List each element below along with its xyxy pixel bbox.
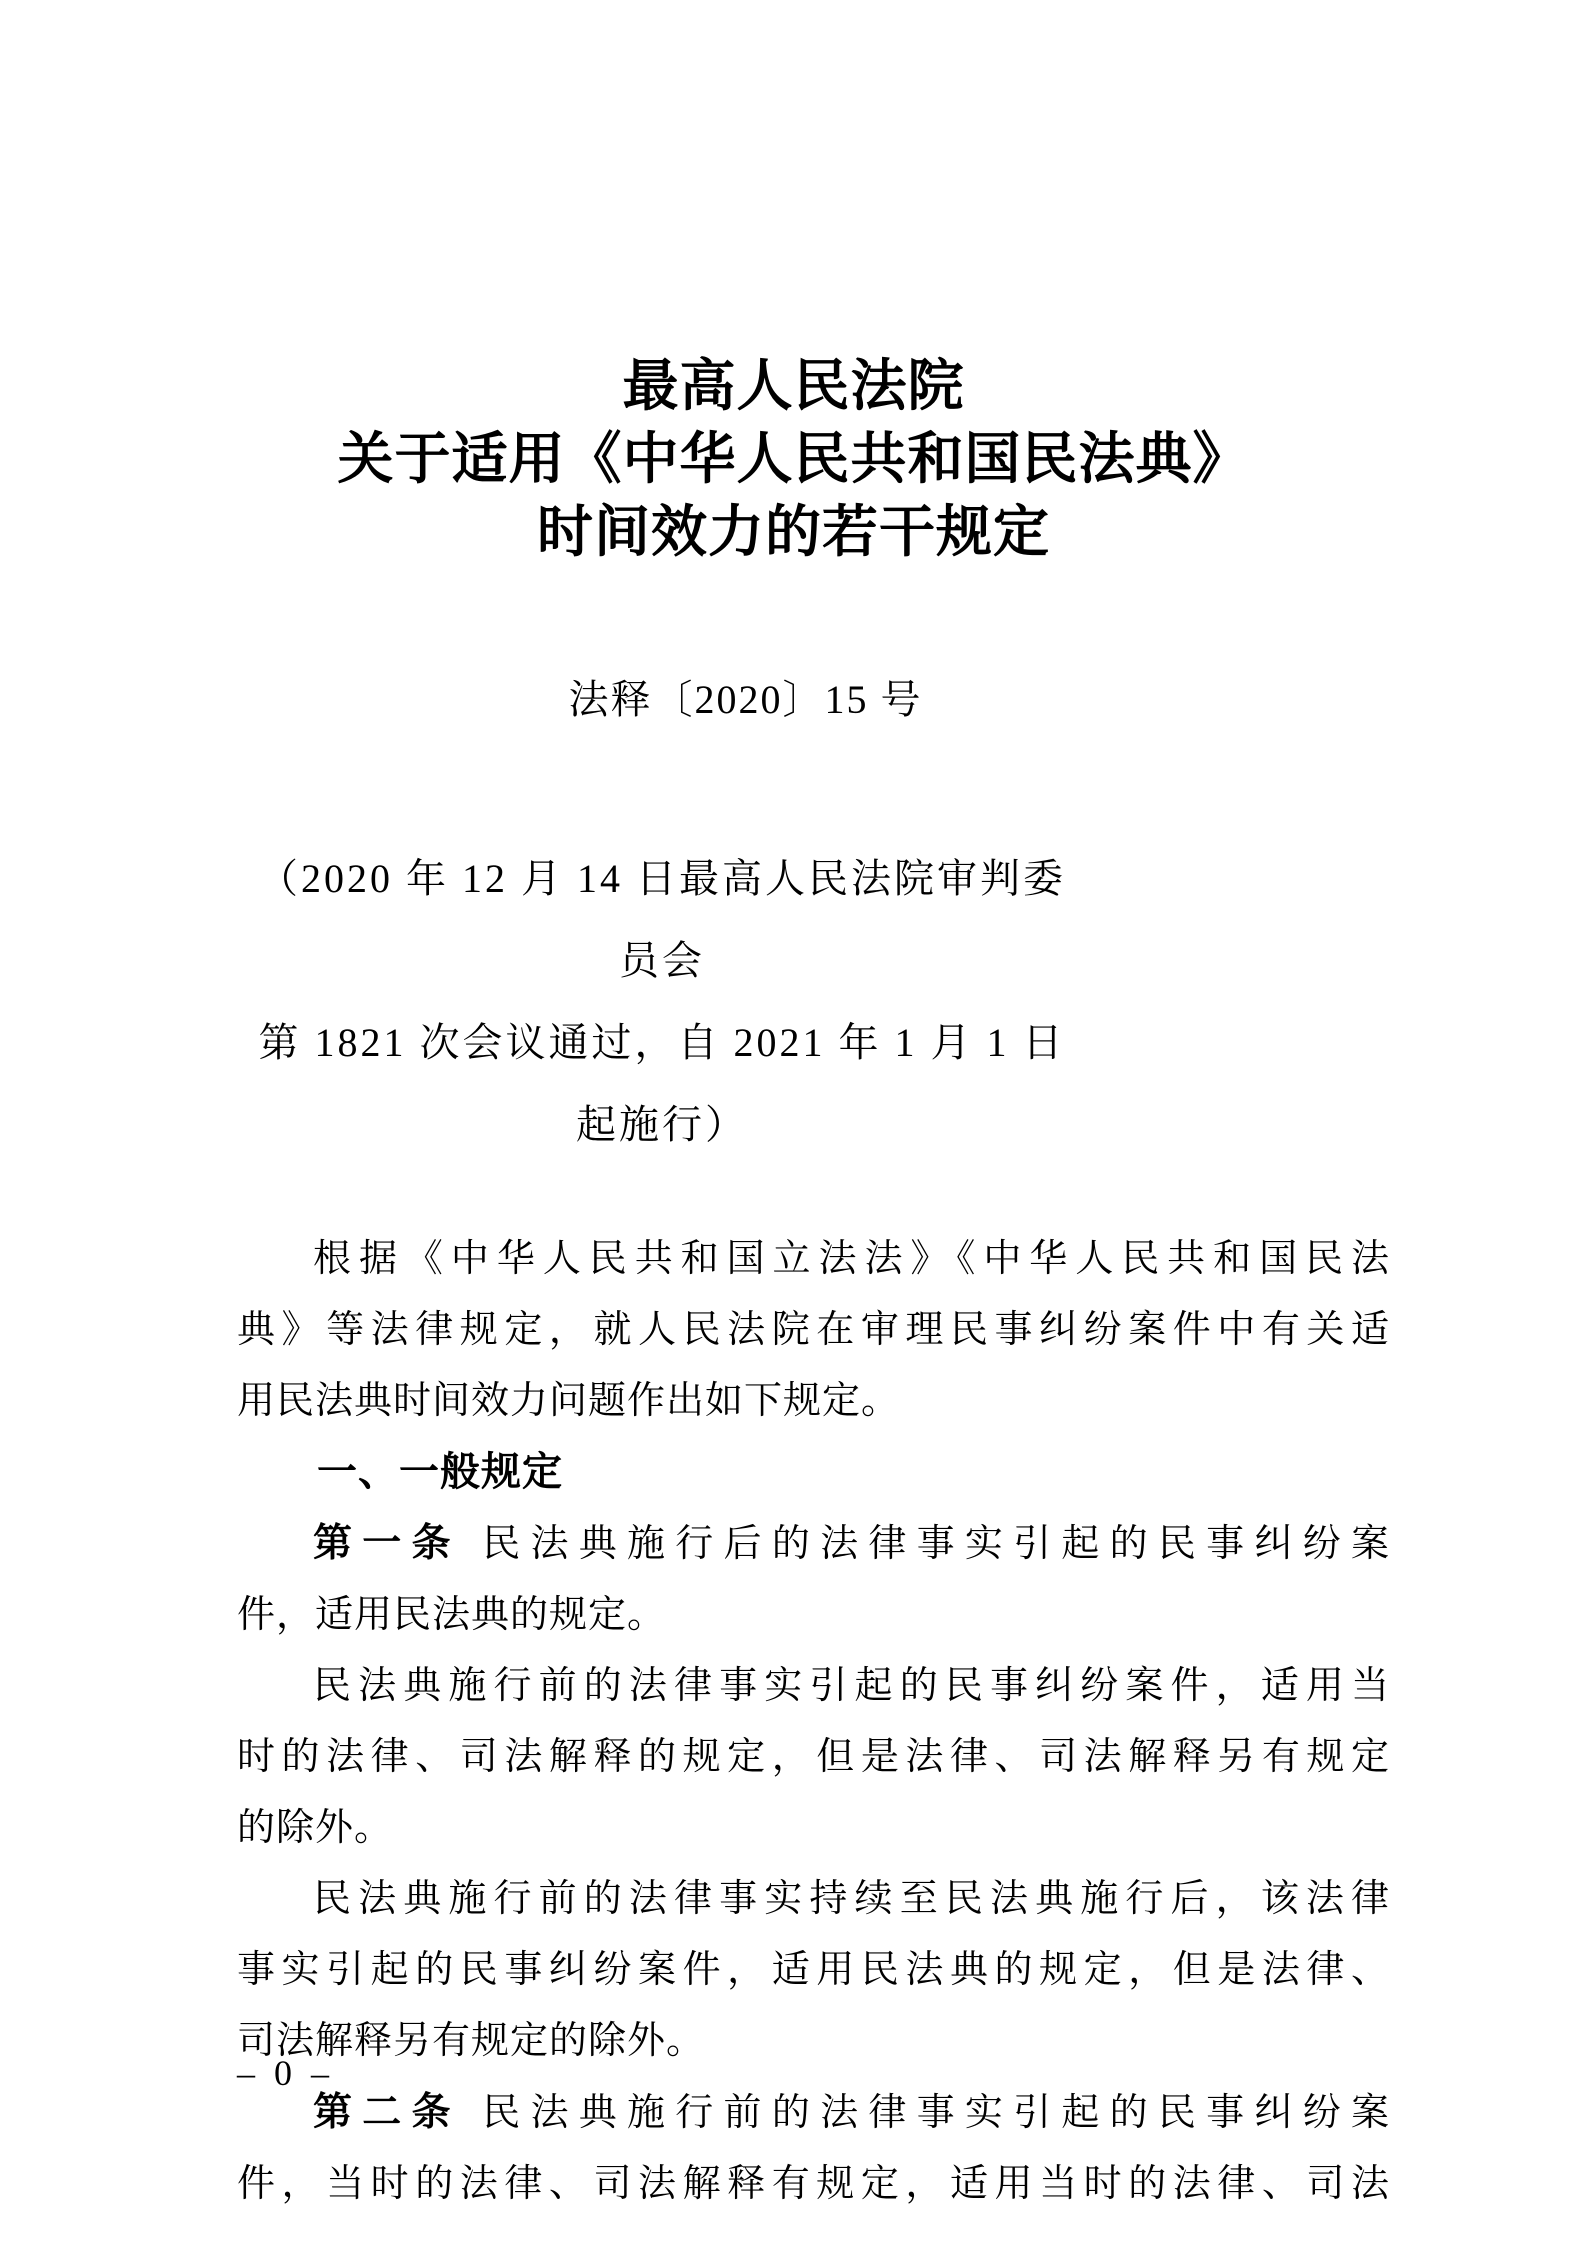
document-body — [237, 1224, 1390, 2220]
passage-line: 第 1821 次会议通过，自 2021 年 1 月 1 日起施行） — [258, 1020, 1066, 1147]
article-1-text: 民法典施行后的法律事实引起的民事纠纷案 — [482, 1523, 1390, 1565]
body-line: 用民法典时间效力问题作出如下规定。 — [237, 1380, 901, 1422]
body-line-article-1 — [237, 1508, 1390, 1580]
body-line: 的除外。 — [237, 1807, 394, 1849]
passage-line: （2020 年 12 月 14 日最高人民法院审判委员会 — [258, 856, 1066, 983]
body-line: 根据《中华人民共和国立法法》《中华人民共和国民法 — [313, 1238, 1390, 1280]
section-heading: 一、一般规定 — [317, 1450, 563, 1494]
text-column — [237, 0, 1390, 2245]
body-line: 司法解释另有规定的除外。 — [237, 2020, 706, 2062]
body-line: 事实引起的民事纠纷案件，适用民法典的规定，但是法律、 — [237, 1949, 1390, 1991]
article-1-label: 第一条 — [313, 1522, 461, 1565]
body-line: 典》等法律规定，就人民法院在审理民事纠纷案件中有关适 — [237, 1309, 1390, 1351]
body-line: 件，当时的法律、司法解释有规定，适用当时的法律、司法 — [237, 2163, 1390, 2205]
body-line: 时的法律、司法解释的规定，但是法律、司法解释另有规定 — [237, 1736, 1390, 1778]
passage-info — [247, 838, 1077, 1166]
article-2-text: 民法典施行前的法律事实引起的民事纠纷案 — [482, 2092, 1390, 2134]
body-line: 民法典施行前的法律事实持续至民法典施行后，该法律 — [313, 1878, 1390, 1920]
page-number: – 0 – — [237, 2053, 334, 2093]
document-title — [217, 0, 1370, 568]
title-line: 关于适用《中华人民共和国民法典》 — [337, 427, 1250, 490]
title-line: 时间效力的若干规定 — [537, 500, 1050, 563]
document-number: 法释〔2020〕15 号 — [568, 677, 923, 722]
article-2-label: 第二条 — [313, 2091, 461, 2134]
body-line-article-2 — [237, 2077, 1390, 2149]
title-line: 最高人民法院 — [622, 354, 965, 417]
body-line: 件，适用民法典的规定。 — [237, 1594, 667, 1636]
body-line: 民法典施行前的法律事实引起的民事纠纷案件，适用当 — [313, 1665, 1390, 1707]
